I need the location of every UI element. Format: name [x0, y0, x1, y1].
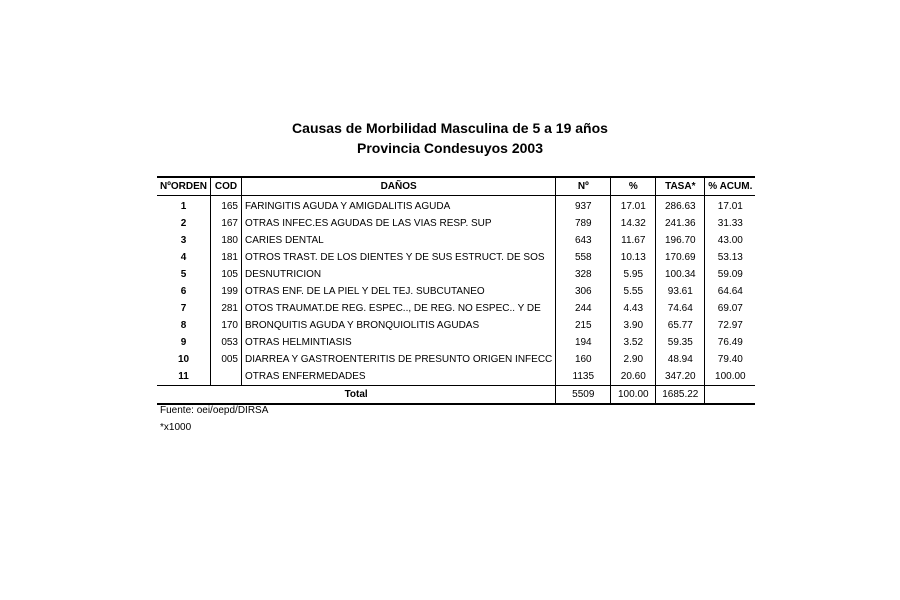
header-cod: COD: [211, 177, 242, 196]
cell-n: 937: [556, 196, 611, 216]
total-row: [157, 386, 755, 405]
table-title: Causas de Morbilidad Masculina de 5 a 19 años: [292, 120, 608, 136]
cell-tasa: 170.69: [656, 249, 705, 266]
header-row: [157, 177, 755, 196]
cell-n: 789: [556, 215, 611, 232]
cell-orden: 10: [177, 354, 190, 365]
header-acum: % ACUM.: [705, 177, 756, 196]
cell-tasa: 241.36: [656, 215, 705, 232]
cell-pct: 4.43: [611, 300, 656, 317]
cell-acum: 79.40: [705, 351, 756, 368]
cell-cod: 053: [211, 334, 242, 351]
total-label: Total: [157, 386, 556, 405]
cell-cod: [211, 368, 242, 386]
cell-orden: 2: [180, 218, 187, 229]
table-row: [157, 300, 755, 317]
cell-dano: BRONQUITIS AGUDA Y BRONQUIOLITIS AGUDAS: [242, 317, 556, 334]
cell-n: 328: [556, 266, 611, 283]
cell-pct: 2.90: [611, 351, 656, 368]
table-row: [157, 368, 755, 386]
cell-orden: 8: [180, 320, 187, 331]
cell-tasa: 196.70: [656, 232, 705, 249]
cell-pct: 17.01: [611, 196, 656, 216]
cell-pct: 11.67: [611, 232, 656, 249]
cell-acum: 100.00: [705, 368, 756, 386]
cell-acum: 31.33: [705, 215, 756, 232]
table-row: [157, 266, 755, 283]
cell-cod: 281: [211, 300, 242, 317]
table-row: [157, 249, 755, 266]
cell-acum: 76.49: [705, 334, 756, 351]
total-pct: 100.00: [611, 386, 656, 405]
cell-acum: 64.64: [705, 283, 756, 300]
table-row: [157, 334, 755, 351]
cell-tasa: 286.63: [656, 196, 705, 216]
cell-dano: DIARREA Y GASTROENTERITIS DE PRESUNTO ORIGEN INFECC: [242, 351, 556, 368]
cell-n: 215: [556, 317, 611, 334]
cell-orden: 3: [180, 235, 187, 246]
cell-acum: 59.09: [705, 266, 756, 283]
header-danos: DAÑOS: [242, 177, 556, 196]
cell-n: 160: [556, 351, 611, 368]
cell-cod: 105: [211, 266, 242, 283]
cell-tasa: 74.64: [656, 300, 705, 317]
cell-tasa: 93.61: [656, 283, 705, 300]
cell-dano: OTRAS ENF. DE LA PIEL Y DEL TEJ. SUBCUTANEO: [242, 283, 556, 300]
cell-dano: OTRAS ENFERMEDADES: [242, 368, 556, 386]
table-subtitle: Provincia Condesuyos 2003: [357, 140, 543, 156]
cell-n: 1135: [556, 368, 611, 386]
cell-orden: 6: [180, 286, 187, 297]
cell-cod: 005: [211, 351, 242, 368]
cell-dano: OTOS TRAUMAT.DE REG. ESPEC.., DE REG. NO ESPEC.. Y DE: [242, 300, 556, 317]
cell-orden: 11: [178, 371, 189, 382]
cell-acum: 69.07: [705, 300, 756, 317]
cell-cod: 165: [211, 196, 242, 216]
cell-n: 643: [556, 232, 611, 249]
cell-pct: 3.90: [611, 317, 656, 334]
cell-n: 306: [556, 283, 611, 300]
cell-orden: 7: [180, 303, 187, 314]
cell-pct: 5.55: [611, 283, 656, 300]
cell-cod: 181: [211, 249, 242, 266]
table-row: [157, 351, 755, 368]
cell-orden: 5: [180, 269, 187, 280]
morbidity-table: [157, 176, 755, 405]
cell-acum: 53.13: [705, 249, 756, 266]
cell-tasa: 347.20: [656, 368, 705, 386]
cell-tasa: 100.34: [656, 266, 705, 283]
source-note: Fuente: oei/oepd/DIRSA: [160, 405, 269, 416]
footnote: *x1000: [160, 422, 192, 433]
cell-pct: 5.95: [611, 266, 656, 283]
table-row: [157, 196, 755, 216]
total-acum: [705, 386, 756, 405]
cell-acum: 43.00: [705, 232, 756, 249]
header-tasa: TASA*: [656, 177, 705, 196]
cell-acum: 72.97: [705, 317, 756, 334]
cell-cod: 170: [211, 317, 242, 334]
cell-cod: 167: [211, 215, 242, 232]
cell-dano: FARINGITIS AGUDA Y AMIGDALITIS AGUDA: [242, 196, 556, 216]
table-row: [157, 232, 755, 249]
cell-acum: 17.01: [705, 196, 756, 216]
cell-orden: 9: [180, 337, 187, 348]
header-n: Nº: [556, 177, 611, 196]
cell-dano: OTRAS INFEC.ES AGUDAS DE LAS VIAS RESP. SUP: [242, 215, 556, 232]
cell-n: 558: [556, 249, 611, 266]
cell-orden: 4: [180, 252, 187, 263]
cell-tasa: 59.35: [656, 334, 705, 351]
cell-orden: 1: [157, 196, 211, 216]
cell-dano: DESNUTRICION: [242, 266, 556, 283]
cell-n: 244: [556, 300, 611, 317]
cell-cod: 199: [211, 283, 242, 300]
table-row: [157, 283, 755, 300]
cell-pct: 14.32: [611, 215, 656, 232]
cell-pct: 10.13: [611, 249, 656, 266]
cell-dano: OTROS TRAST. DE LOS DIENTES Y DE SUS ESTRUCT. DE SOS: [242, 249, 556, 266]
table-row: [157, 317, 755, 334]
cell-pct: 20.60: [611, 368, 656, 386]
cell-pct: 3.52: [611, 334, 656, 351]
table-row: [157, 215, 755, 232]
cell-cod: 180: [211, 232, 242, 249]
header-pct: %: [611, 177, 656, 196]
cell-n: 194: [556, 334, 611, 351]
cell-tasa: 65.77: [656, 317, 705, 334]
cell-dano: CARIES DENTAL: [242, 232, 556, 249]
cell-tasa: 48.94: [656, 351, 705, 368]
header-orden: NºORDEN: [157, 177, 211, 196]
total-tasa: 1685.22: [656, 386, 705, 405]
cell-dano: OTRAS HELMINTIASIS: [242, 334, 556, 351]
total-n: 5509: [556, 386, 611, 405]
